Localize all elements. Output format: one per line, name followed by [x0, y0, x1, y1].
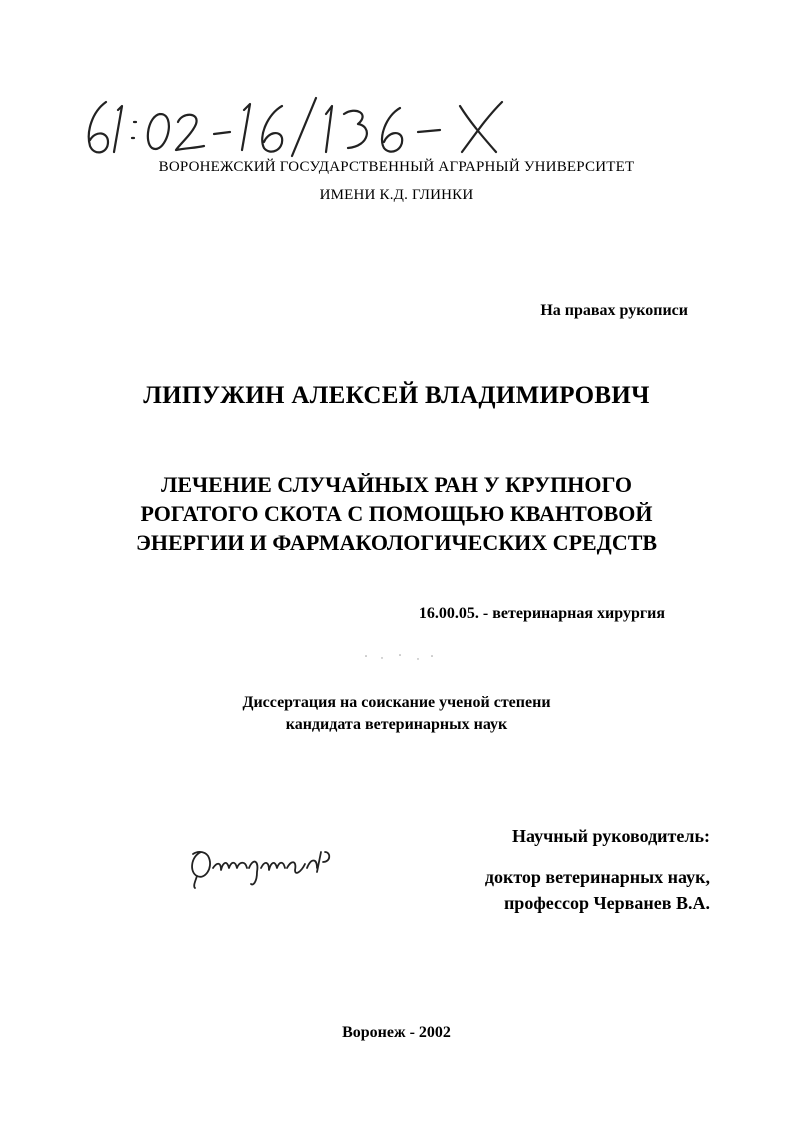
title-line2: РОГАТОГО СКОТА С ПОМОЩЬЮ КВАНТОВОЙ	[140, 501, 653, 526]
dissertation-degree	[0, 692, 793, 736]
degree-line2: кандидата ветеринарных наук	[285, 716, 508, 733]
degree-line1: Диссертация на соискание ученой степени	[242, 694, 551, 711]
supervisor-info	[420, 864, 710, 916]
supervisor-degree: доктор ветеринарных наук,	[484, 867, 710, 887]
handwritten-catalog-code	[78, 92, 518, 162]
author-signature	[183, 838, 343, 890]
author-name: ЛИПУЖИН АЛЕКСЕЙ ВЛАДИМИРОВИЧ	[143, 382, 650, 409]
scan-noise	[360, 652, 440, 662]
city-year: Воронеж - 2002	[342, 1024, 451, 1041]
specialty-code: 16.00.05. - ветеринарная хирургия	[418, 605, 665, 622]
title-line3: ЭНЕРГИИ И ФАРМАКОЛОГИЧЕСКИХ СРЕДСТВ	[135, 530, 658, 555]
title-line1: ЛЕЧЕНИЕ СЛУЧАЙНЫХ РАН У КРУПНОГО	[160, 472, 633, 497]
university-name-line2: ИМЕНИ К.Д. ГЛИНКИ	[319, 187, 474, 203]
supervisor-heading: Научный руководитель:	[512, 826, 710, 846]
rights-note: На правах рукописи	[540, 302, 688, 319]
supervisor-name: профессор Черванев В.А.	[503, 893, 710, 913]
dissertation-title	[0, 470, 793, 557]
university-name-line1: ВОРОНЕЖСКИЙ ГОСУДАРСТВЕННЫЙ АГРАРНЫЙ УНИВЕРСИТЕТ	[158, 159, 635, 175]
